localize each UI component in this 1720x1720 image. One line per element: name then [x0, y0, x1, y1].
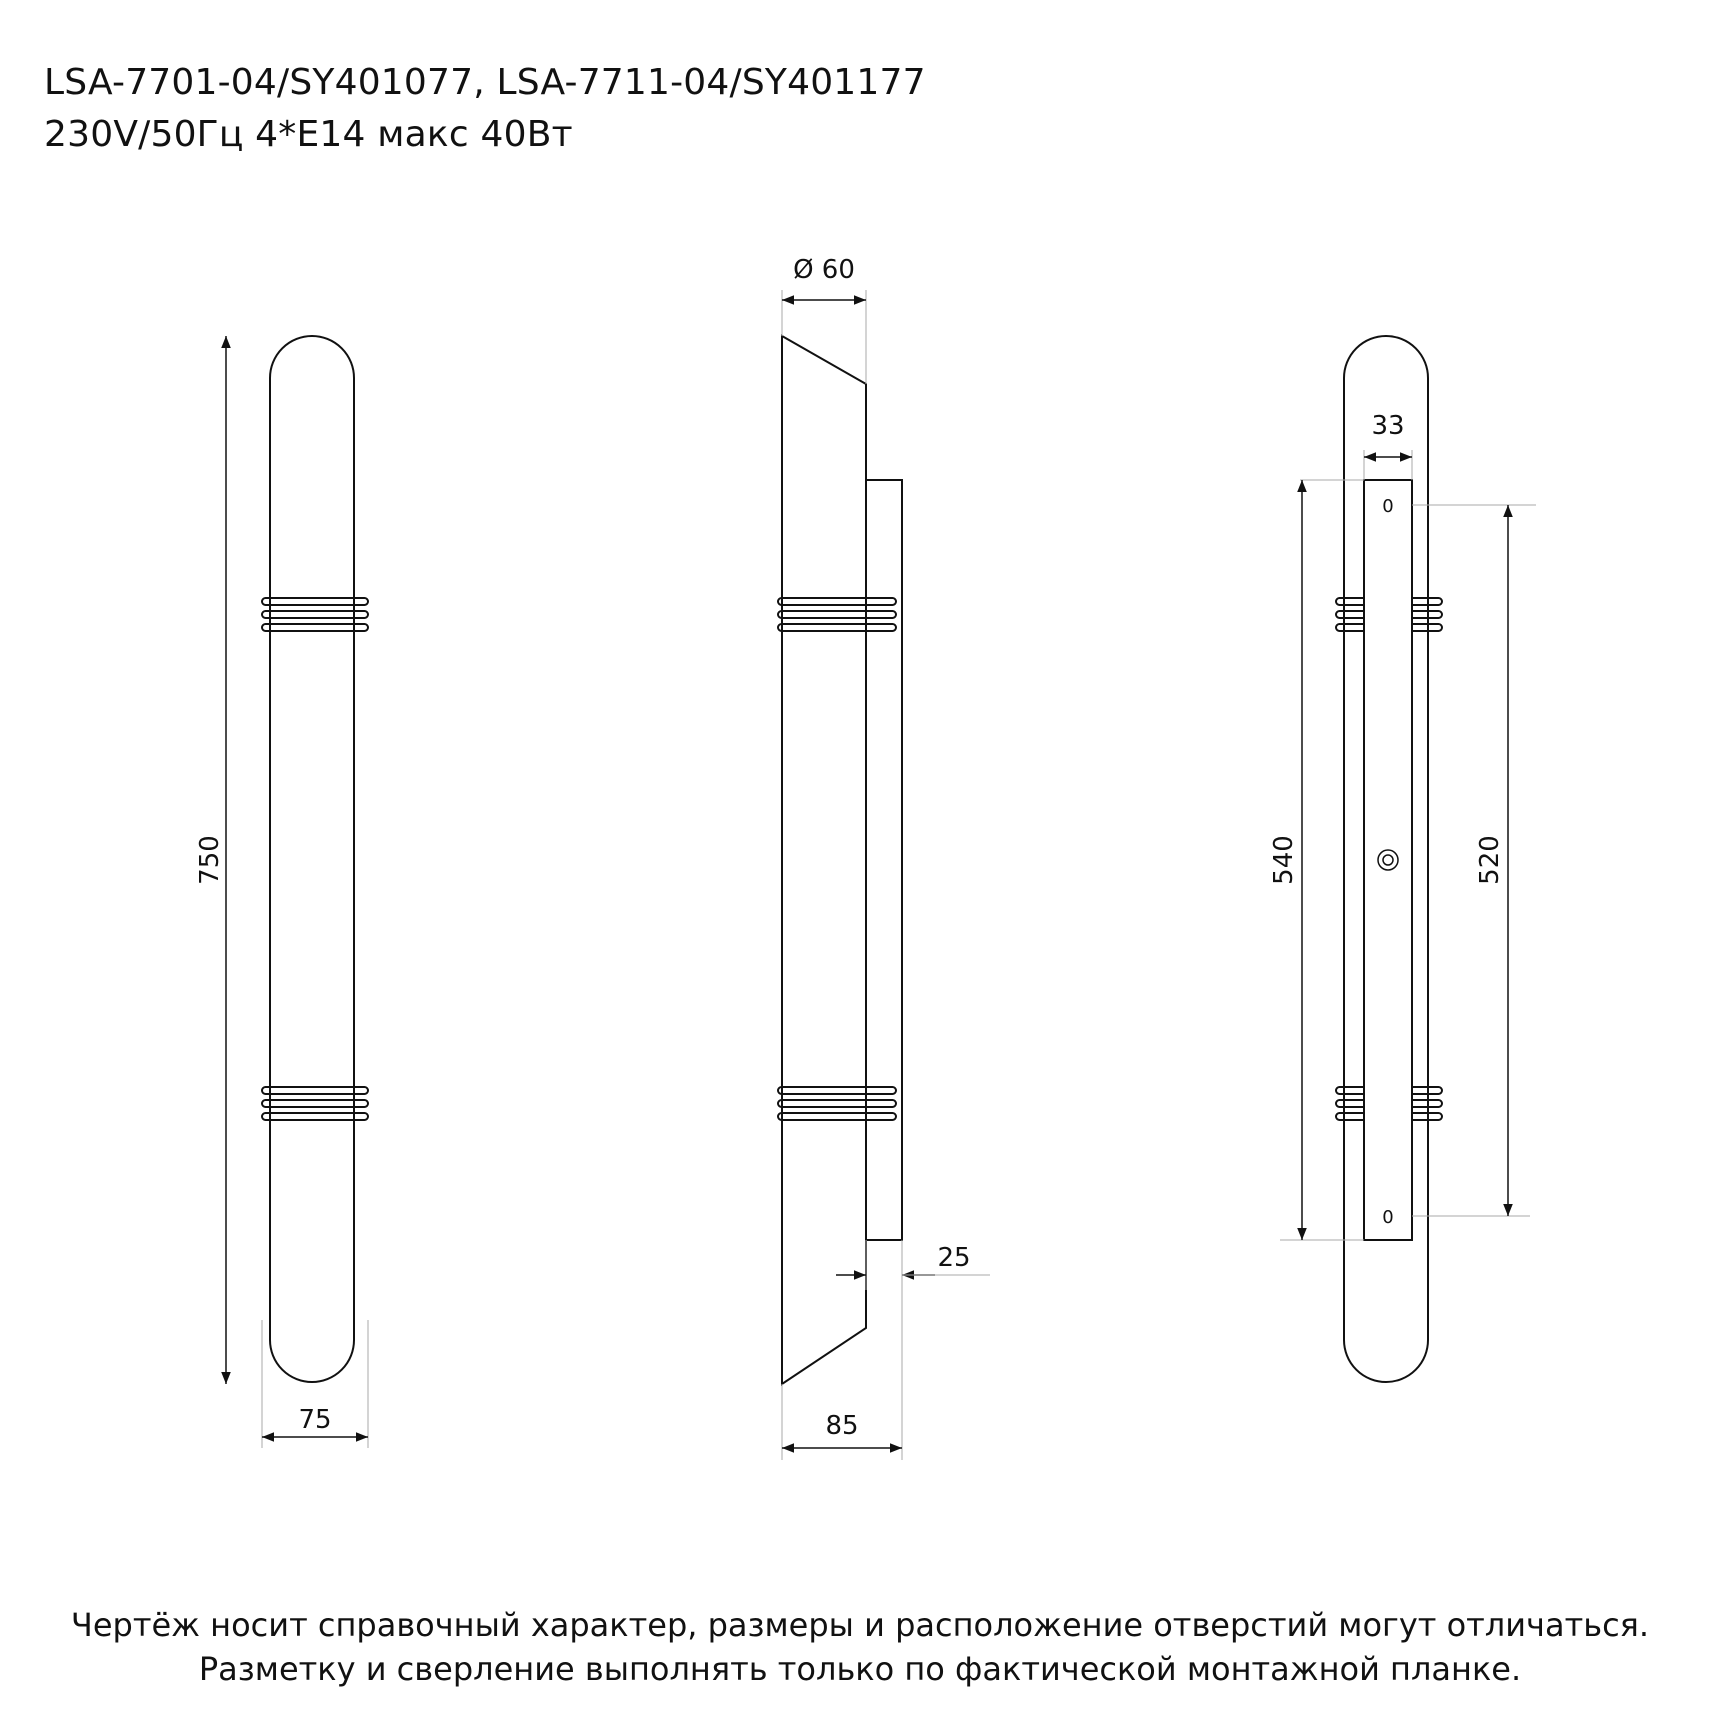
drilling-note: Разметку и сверление выполнять только по фактической монтажной планке.: [198, 1650, 1522, 1688]
hole-spacing-label: 520: [1475, 835, 1505, 885]
model-title: LSA-7701-04/SY401077, LSA-7711-04/SY401177: [44, 62, 926, 103]
wall-bracket: [866, 480, 902, 1240]
side-depth-label: 85: [825, 1411, 859, 1441]
plate-length-label: 540: [1269, 835, 1299, 885]
side-upper-rings: [778, 598, 896, 631]
spec-line: 230V/50Гц 4*E14 макс 40Вт: [44, 114, 573, 155]
hole-bottom-marker: 0: [1382, 1207, 1394, 1228]
side-body: [782, 336, 866, 1384]
front-view: [226, 336, 368, 1448]
hole-top-marker: 0: [1382, 496, 1394, 517]
mounting-plate: [1364, 480, 1412, 1240]
front-body: [270, 336, 354, 1382]
front-width-label: 75: [298, 1405, 332, 1435]
plate-width-dimension: [1364, 450, 1412, 480]
front-height-label: 750: [195, 835, 225, 885]
side-view: [778, 290, 990, 1460]
disclaimer-note: Чертёж носит справочный характер, размеры и расположение отверстий могут отличаться.: [70, 1606, 1650, 1644]
plate-width-label: 33: [1371, 411, 1405, 441]
front-upper-rings: [262, 598, 368, 631]
bracket-depth-label: 25: [937, 1243, 971, 1273]
side-diameter-label: Ø 60: [793, 255, 855, 285]
side-lower-rings: [778, 1087, 896, 1120]
front-lower-rings: [262, 1087, 368, 1120]
side-diameter-dimension: [782, 290, 866, 384]
